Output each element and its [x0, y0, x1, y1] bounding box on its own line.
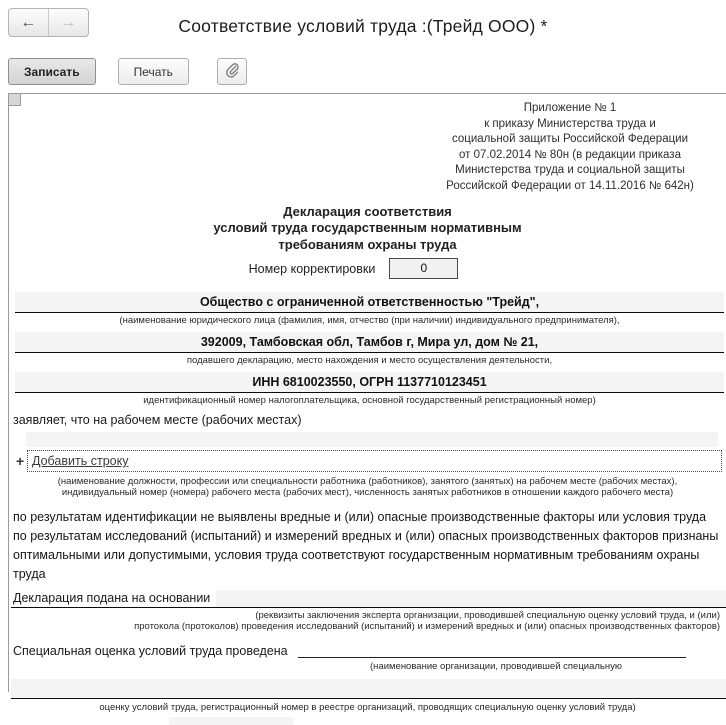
statement-text: заявляет, что на рабочем месте (рабочих местах) — [13, 413, 302, 428]
annex-header — [420, 101, 720, 195]
correction-number-input[interactable]: 0 — [389, 258, 458, 279]
forward-arrow-icon: → — [60, 13, 77, 31]
special-assessment-row — [13, 643, 726, 658]
page-title: Соответствие условий труда :(Трейд ООО) * — [178, 16, 548, 36]
correction-number-row — [0, 258, 712, 279]
special-assessment-caption: (наименование организации, проводившей специальную — [370, 661, 622, 673]
workplace-caption-line: (наименование должности, профессии или специальности работника (работников), занятого (занятых) на рабочем месте (рабочих местах), — [57, 476, 678, 488]
annex-header-line: Приложение № 1 — [523, 102, 617, 114]
special-assessment-label: Специальная оценка условий труда проведена — [13, 644, 288, 659]
annex-header-line: к приказу Министерства труда и — [484, 117, 656, 130]
declaration-basis-label: Декларация подана на основании — [11, 591, 216, 607]
annex-header-line: Министерства труда и социальной защиты — [455, 164, 685, 177]
org-address-row — [15, 332, 724, 366]
org-name-field[interactable]: Общество с ограниченной ответственностью "Трейд", — [15, 292, 724, 313]
workplace-caption — [9, 476, 726, 498]
workplace-empty-field[interactable] — [26, 432, 718, 447]
next-field-partial[interactable] — [169, 717, 293, 725]
annex-header-line: Российской Федерации от 14.11.2016 № 642н) — [446, 179, 694, 192]
special-assessment-field[interactable] — [298, 643, 686, 658]
org-inn-ogrn-row — [15, 372, 724, 406]
org-inn-ogrn-caption: идентификационный номер налогоплательщика, основной государственный регистрационный номер) — [143, 395, 596, 407]
identification-result-paragraph: по результатам идентификации не выявлены вредные и (или) опасные производственные факторы или условия труда по результатам исследований (испытаний) и измерений вредных и (или) опасных производственных факторов признаны оптимальными или допустимыми, условия труда соответствуют государственным нормативным требованиям охраны труда — [13, 510, 719, 582]
save-button[interactable]: Записать — [8, 58, 96, 85]
back-arrow-icon: ← — [20, 13, 37, 31]
toolbar — [8, 58, 247, 85]
correction-number-label: Номер корректировки — [248, 261, 376, 276]
paperclip-icon — [224, 62, 240, 81]
org-name-caption: (наименование юридического лица (фамилия, имя, отчество (при наличии) индивидуального предпринимателя), — [119, 315, 620, 327]
assessment-org-field[interactable] — [11, 679, 726, 699]
org-inn-ogrn-field[interactable]: ИНН 6810023550, ОГРН 1137710123451 — [15, 372, 724, 393]
declaration-title-line: Декларация соответствия — [283, 203, 452, 219]
annex-header-line: социальной защиты Российской Федерации — [451, 133, 689, 146]
add-row-box[interactable] — [27, 450, 722, 472]
declaration-basis-field[interactable] — [216, 590, 726, 607]
workplace-caption-line: индивидуальный номер (номера) рабочего места (рабочих мест), численность занятых работников в отношении каждого рабочего места) — [61, 487, 674, 499]
document-corner-handle[interactable] — [8, 93, 21, 106]
basis-caption-line: протокола (протоколов) проведения исследований (испытаний) и измерений вредных и (или) опасных производственных факторов) — [134, 621, 720, 633]
add-row-control — [16, 450, 722, 472]
org-address-field[interactable]: 392009, Тамбовская обл, Тамбов г, Мира ул, дом № 21, — [15, 332, 724, 353]
annex-header-line: от 07.02.2014 № 80н (в редакции приказа — [459, 148, 681, 161]
declaration-title-line: требованиям охраны труда — [278, 236, 457, 252]
declaration-document-area — [8, 93, 726, 714]
basis-caption-line: (реквизиты заключения эксперта организации, проводившей специальную оценку условий труда, и (или) — [255, 610, 720, 622]
print-button[interactable]: Печать — [118, 58, 189, 85]
attach-button[interactable] — [217, 58, 247, 85]
org-address-caption: подавшего декларацию, место нахождения и место осуществления деятельности, — [186, 355, 553, 367]
declaration-title-line: условий труда государственным нормативным — [213, 220, 522, 236]
declaration-title — [9, 204, 726, 254]
add-icon: + — [16, 453, 25, 470]
declaration-basis-row — [11, 587, 726, 608]
assessment-org-caption: оценку условий труда, регистрационный номер в реестре организаций, проводящих специальную оценку условий труда) — [99, 702, 636, 714]
declaration-basis-caption — [9, 610, 726, 632]
add-row-link[interactable]: Добавить строку — [32, 454, 129, 469]
organization-block — [9, 292, 726, 406]
org-name-row — [15, 292, 724, 326]
